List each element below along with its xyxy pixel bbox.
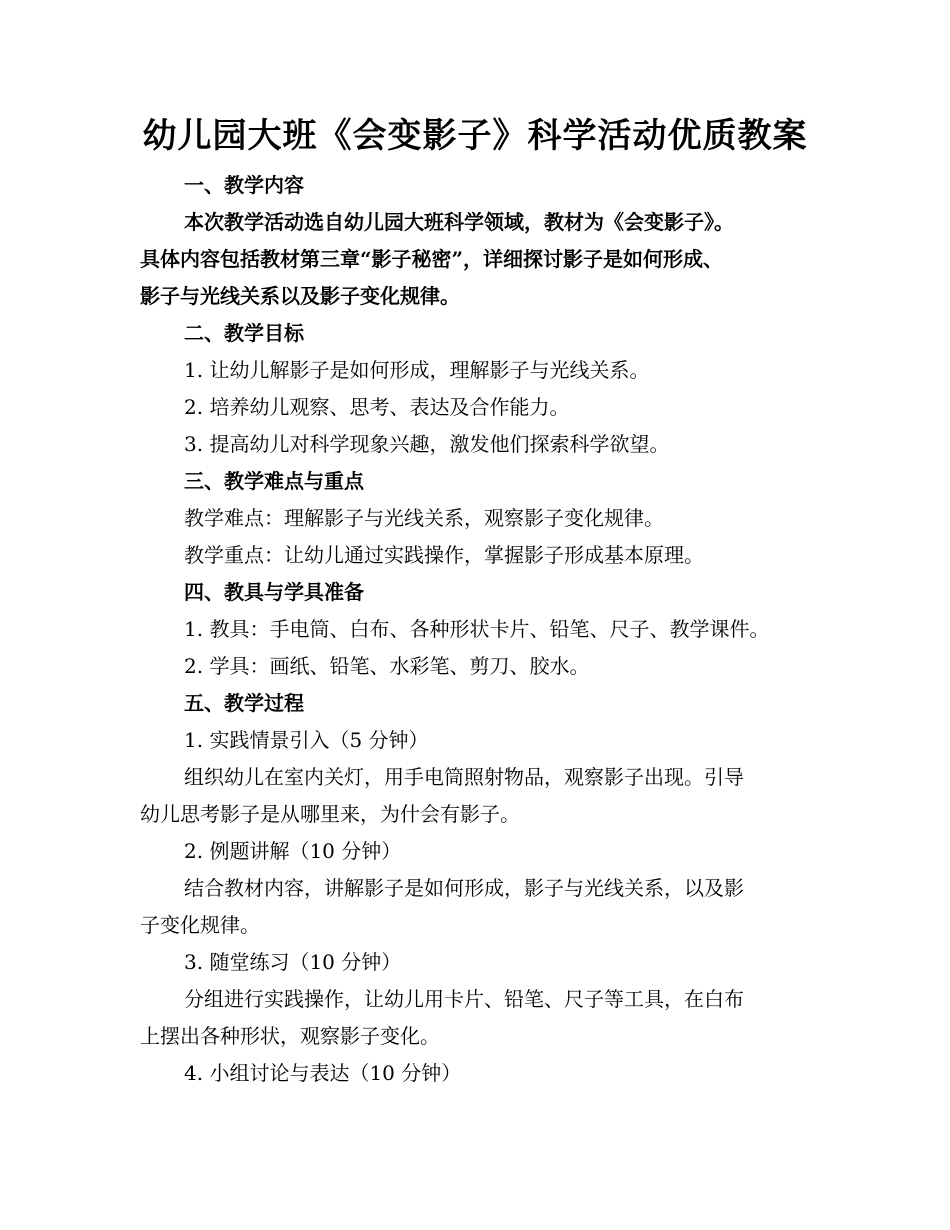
list-item: 1. 教具：手电筒、白布、各种形状卡片、铅笔、尺子、教学课件。 [184, 617, 770, 641]
paragraph-line: 教学难点：理解影子与光线关系，观察影子变化规律。 [184, 506, 664, 530]
section-heading-materials: 四、教具与学具准备 [184, 580, 364, 604]
list-item: 3. 随堂练习（10 分钟） [184, 950, 402, 974]
list-item: 1. 让幼儿解影子是如何形成，理解影子与光线关系。 [184, 358, 650, 382]
list-item: 2. 学具：画纸、铅笔、水彩笔、剪刀、胶水。 [184, 654, 590, 678]
list-item: 3. 提高幼儿对科学现象兴趣，激发他们探索科学欲望。 [184, 432, 670, 456]
paragraph-line: 结合教材内容，讲解影子是如何形成，影子与光线关系，以及影 [184, 876, 744, 900]
paragraph-line: 本次教学活动选自幼儿园大班科学领域，教材为《会变影子》。 [184, 210, 734, 234]
list-item: 4. 小组讨论与表达（10 分钟） [184, 1061, 462, 1085]
list-item: 1. 实践情景引入（5 分钟） [184, 728, 429, 752]
section-heading-objectives: 二、教学目标 [184, 321, 304, 345]
list-item: 2. 例题讲解（10 分钟） [184, 839, 402, 863]
paragraph-line: 影子与光线关系以及影子变化规律。 [140, 284, 460, 308]
paragraph-line: 幼儿思考影子是从哪里来，为什会有影子。 [140, 802, 520, 826]
paragraph-line: 分组进行实践操作，让幼儿用卡片、铅笔、尺子等工具，在白布 [184, 987, 744, 1011]
list-item: 2. 培养幼儿观察、思考、表达及合作能力。 [184, 395, 570, 419]
section-heading-difficulty-key: 三、教学难点与重点 [184, 469, 364, 493]
paragraph-line: 子变化规律。 [140, 913, 260, 937]
document-title: 幼儿园大班《会变影子》科学活动优质教案 [142, 116, 808, 156]
section-heading-process: 五、教学过程 [184, 691, 304, 715]
paragraph-line: 具体内容包括教材第三章“影子秘密”，详细探讨影子是如何形成、 [140, 247, 724, 271]
paragraph-line: 上摆出各种形状，观察影子变化。 [140, 1024, 440, 1048]
paragraph-line: 教学重点：让幼儿通过实践操作，掌握影子形成基本原理。 [184, 543, 704, 567]
section-heading-content: 一、教学内容 [184, 173, 304, 197]
paragraph-line: 组织幼儿在室内关灯，用手电筒照射物品，观察影子出现。引导 [184, 765, 744, 789]
